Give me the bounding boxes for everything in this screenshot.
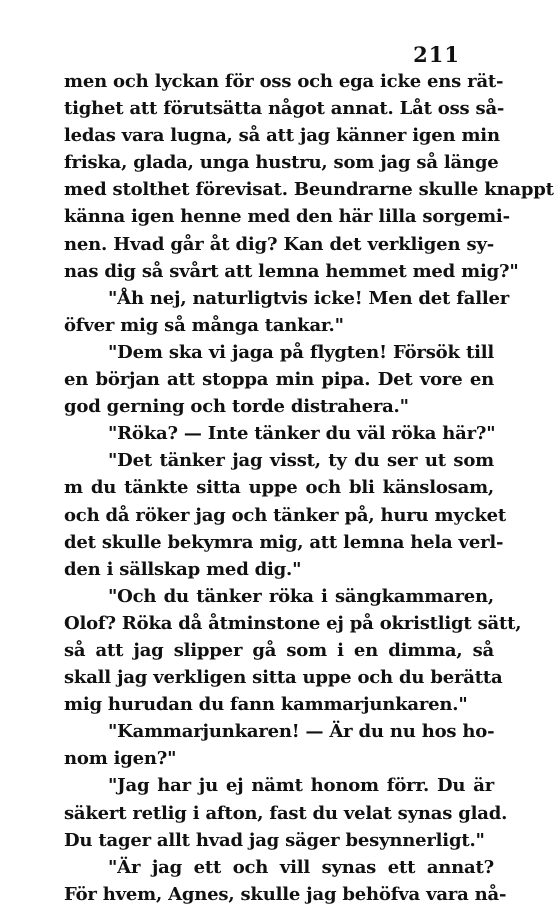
- text-line: För hvem, Agnes, skulle jag behöfva vara nå-: [64, 883, 507, 905]
- text-line: "Röka? — Inte tänker du väl röka här?": [108, 423, 496, 445]
- text-line: det skulle bekymra mig, att lemna hela verl-: [64, 531, 504, 553]
- text-line: "Åh nej, naturligtvis icke! Men det faller: [108, 287, 510, 309]
- text-line: öfver mig så många tankar.": [64, 314, 344, 336]
- text-line: säkert retlig i afton, fast du velat synas glad.: [64, 802, 508, 824]
- text-line: friska, glada, unga hustru, som jag så länge: [64, 152, 499, 174]
- text-line: mig hurudan du fann kammarjunkaren.": [64, 694, 468, 716]
- text-line: skall jag verkligen sitta uppe och du berätta: [64, 667, 503, 689]
- text-line: Du tager allt hvad jag säger besynnerligt.": [64, 829, 485, 851]
- text-line: en början att stoppa min pipa. Det vore en: [64, 369, 494, 391]
- text-line: så att jag slipper gå som i en dimma, så: [64, 639, 494, 661]
- text-line: "Är jag ett och vill synas ett annat?: [108, 856, 494, 878]
- text-line: känna igen henne med den här lilla sorgemi-: [64, 206, 510, 228]
- text-line: "Det tänker jag visst, ty du ser ut som: [108, 450, 494, 472]
- text-line: "Och du tänker röka i sängkammaren,: [108, 585, 494, 607]
- text-line: nen. Hvad går åt dig? Kan det verkligen sy-: [64, 233, 494, 255]
- text-line: Olof? Röka då åtminstone ej på okristligt sätt,: [64, 612, 522, 634]
- text-line: m du tänkte sitta uppe och bli känslosam,: [64, 477, 494, 499]
- text-line: "Dem ska vi jaga på flygten! Försök till: [108, 341, 494, 363]
- text-line: "Jag har ju ej nämt honom förr. Du är: [108, 775, 494, 797]
- page-number: 211: [413, 42, 460, 67]
- text-line: tighet att förutsätta något annat. Låt oss så-: [64, 98, 505, 120]
- text-line: ledas vara lugna, så att jag känner igen min: [64, 125, 500, 147]
- text-line: nas dig så svårt att lemna hemmet med mig?": [64, 260, 519, 282]
- text-line: men och lyckan för oss och ega icke ens rät-: [64, 71, 504, 92]
- text-line: nom igen?": [64, 748, 177, 770]
- text-line: och då röker jag och tänker på, huru mycket: [64, 504, 506, 526]
- body-text: [64, 68, 554, 908]
- text-line: god gerning och torde distrahera.": [64, 396, 409, 418]
- text-line: den i sällskap med dig.": [64, 558, 302, 580]
- text-line: "Kammarjunkaren! — Är du nu hos ho-: [108, 721, 495, 743]
- text-line: med stolthet förevisat. Beundrarne skulle knappt: [64, 179, 554, 201]
